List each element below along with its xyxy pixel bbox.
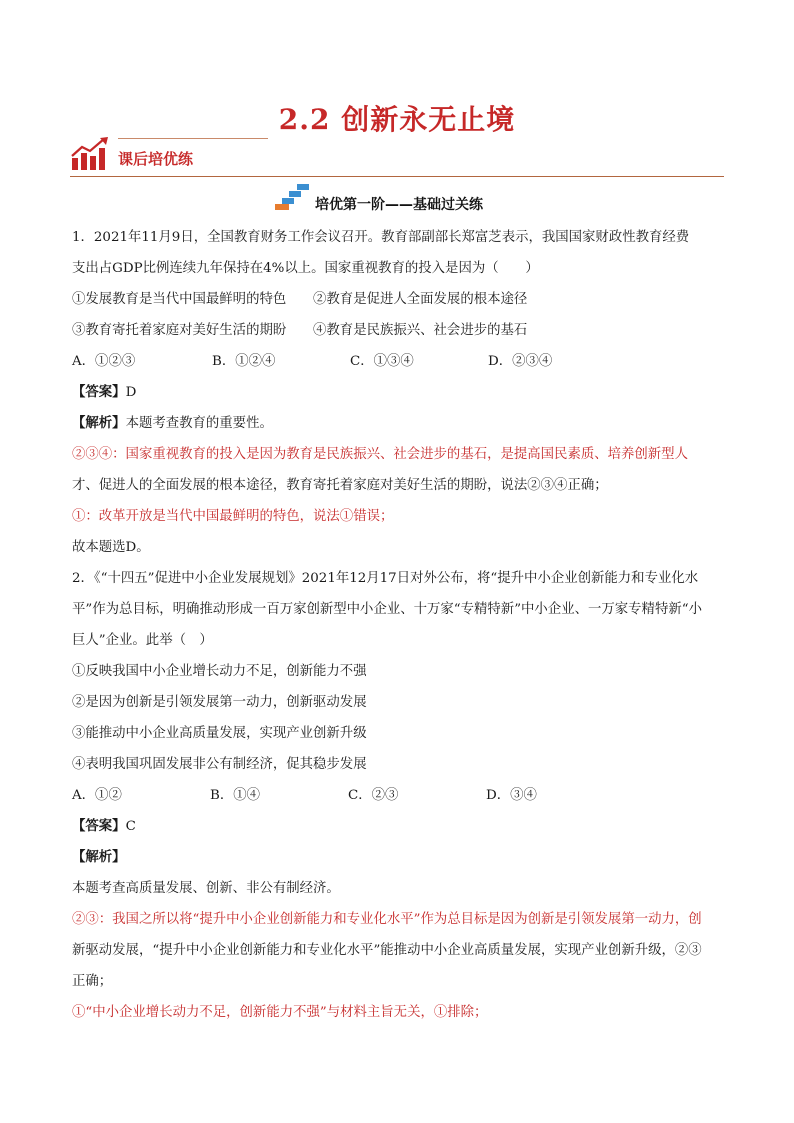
banner-bottom-rule [70,176,724,177]
q1-analysis [72,408,724,439]
q2-options [72,780,724,811]
question-1 [72,222,724,563]
q2-stem-line-3: 巨人”企业。此举（ ） [72,633,213,648]
q2-item-4: ④表明我国巩固发展非公有制经济，促其稳步发展 [72,757,367,772]
steps-icon [275,183,311,211]
q2-option-b: B．①④ [210,788,261,803]
q1-option-b: B．①②④ [212,354,276,369]
q2-answer [72,811,724,842]
banner-label: 课后培优练 [118,150,194,168]
q2-stem-line-2: 平”作为总目标，明确推动形成一百万家创新型中小企业、十万家“专精特新”中小企业、一万家专精特新“小 [72,602,702,617]
q2-stem-line-1: 2．《“十四五”促进中小企业发展规划》2021年12月17日对外公布，将“提升中小企业创新能力和专业化水 [72,571,699,586]
q1-option-a: A．①②③ [72,354,136,369]
q1-conclusion: 故本题选D。 [72,540,150,555]
q2-explanation-line-3: 正确； [72,974,113,989]
q2-explanation-line-4: ①“中小企业增长动力不足，创新能力不强”与材料主旨无关，①排除； [72,1005,488,1020]
q1-answer-value: D [125,385,137,400]
q2-analysis [72,842,724,873]
q2-answer-value: C [125,819,136,834]
q1-options [72,346,724,377]
q2-answer-label: 【答案】 [72,818,126,834]
q2-option-a: A．①② [72,788,122,803]
q1-items-line-2: ③教育寄托着家庭对美好生活的期盼 ④教育是民族振兴、社会进步的基石 [72,323,528,338]
q1-stem-line-1: 1．2021年11月9日，全国教育财务工作会议召开。教育部副部长郑富芝表示，我国国家财政性教育经费 [72,230,690,245]
q1-answer-label: 【答案】 [72,384,126,400]
q2-option-d: D．③④ [486,788,537,803]
q2-explanation-line-1: ②③：我国之所以将“提升中小企业创新能力和专业化水平”作为总目标是因为创新是引领发展第一动力，创 [72,912,702,927]
q1-explanation-line-3: ①：改革开放是当代中国最鲜明的特色，说法①错误； [72,509,394,524]
q1-option-d: D．②③④ [488,354,553,369]
section-header [0,183,794,213]
q2-analysis-text: 本题考查高质量发展、创新、非公有制经济。 [72,881,340,896]
q1-items-line-1: ①发展教育是当代中国最鲜明的特色 ②教育是促进人全面发展的根本途径 [72,292,528,307]
q1-analysis-text: 本题考查教育的重要性。 [125,416,273,431]
section-title: 培优第一阶——基础过关练 [315,197,483,213]
question-content [72,222,724,1028]
growth-chart-icon [70,136,110,172]
q2-item-2: ②是因为创新是引领发展第一动力，创新驱动发展 [72,695,367,710]
page-title: 2.2 创新永无止境 [278,103,516,136]
q1-explanation-line-2: 才、促进人的全面发展的根本途径，教育寄托着家庭对美好生活的期盼，说法②③④正确； [72,478,608,493]
section-banner [70,134,724,180]
banner-top-rule [118,138,268,139]
q1-stem-line-2: 支出占GDP比例连续九年保持在4%以上。国家重视教育的投入是因为（ ） [72,261,539,276]
q2-analysis-label: 【解析】 [72,849,126,865]
q2-item-1: ①反映我国中小企业增长动力不足，创新能力不强 [72,664,367,679]
q2-explanation-line-2: 新驱动发展，“提升中小企业创新能力和专业化水平”能推动中小企业高质量发展，实现产业创新升级，②③ [72,943,702,958]
q2-option-c: C．②③ [348,788,399,803]
q1-analysis-label: 【解析】 [72,415,126,431]
q1-option-c: C．①③④ [350,354,414,369]
question-2 [72,563,724,1028]
q1-explanation-line-1: ②③④：国家重视教育的投入是因为教育是民族振兴、社会进步的基石，是提高国民素质、培养创新型人 [72,447,688,462]
q2-item-3: ③能推动中小企业高质量发展，实现产业创新升级 [72,726,367,741]
q1-answer [72,377,724,408]
